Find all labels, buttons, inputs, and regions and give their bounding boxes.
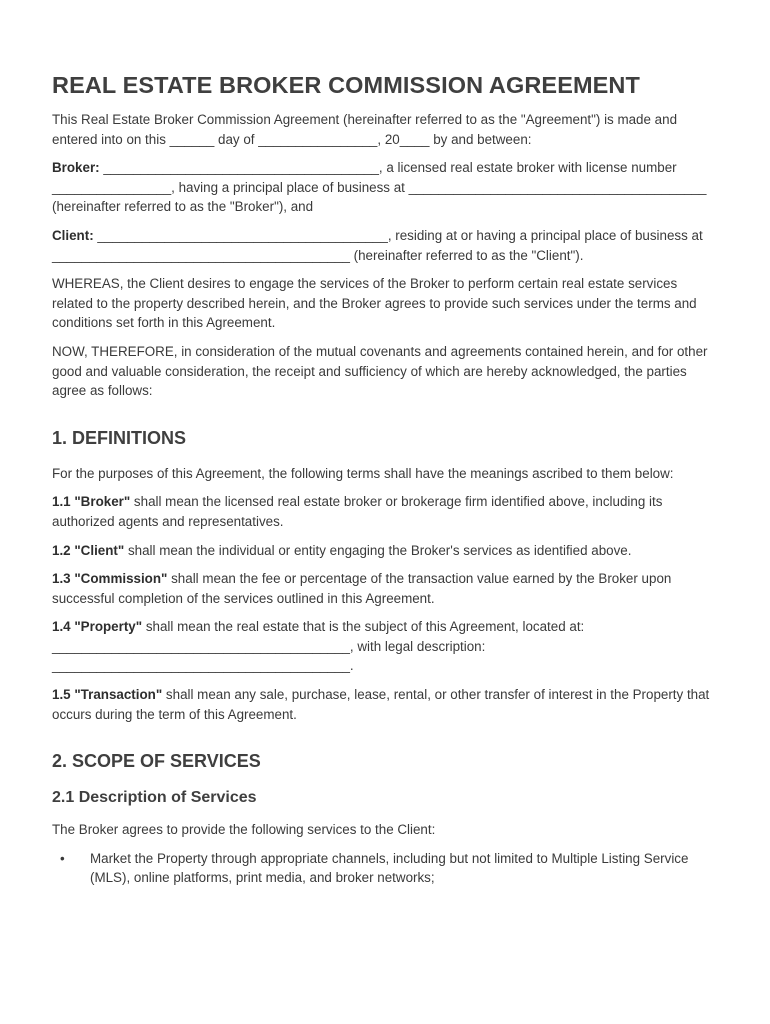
- client-paragraph: [52, 226, 718, 265]
- definitions-intro: For the purposes of this Agreement, the following terms shall have the meanings ascribed to them below:: [52, 465, 674, 481]
- definition-item: [52, 569, 718, 608]
- definition-text: shall mean the fee or percentage of the transaction value earned by the Broker upon successful completion of the services outlined in this Agreement.: [52, 571, 672, 606]
- definition-term: 1.5 "Transaction": [52, 687, 163, 703]
- services-list: [52, 849, 718, 888]
- scope-subheading: 2.1 Description of Services: [52, 789, 257, 807]
- list-item: [52, 849, 718, 888]
- definition-term: 1.1 "Broker": [52, 494, 131, 510]
- intro-paragraph: This Real Estate Broker Commission Agreement (hereinafter referred to as the "Agreement") is made and entered into on this ______ day of ________________, 20____ by and between:: [52, 112, 678, 147]
- broker-label: Broker:: [52, 160, 100, 176]
- now-therefore-paragraph: NOW, THEREFORE, in consideration of the mutual covenants and agreements contained herein, and for other good and valuable consideration, the receipt and sufficiency of which are hereby acknowledged, the parties agree as follows:: [52, 343, 708, 399]
- client-label: Client:: [52, 227, 94, 243]
- client-text: _______________________________________, residing at or having a principal place of business at ________________________________________ (hereinafter referred to as the "Client").: [52, 227, 703, 263]
- definition-text: shall mean the real estate that is the subject of this Agreement, located at: ________________________________________, with legal description: ________________________________________.: [52, 619, 585, 674]
- whereas-paragraph: WHEREAS, the Client desires to engage the services of the Broker to perform certain real estate services related to the property described herein, and the Broker agrees to provide such services under the terms and conditions set forth in this Agreement.: [52, 276, 697, 331]
- broker-paragraph: [52, 158, 718, 217]
- scope-intro: The Broker agrees to provide the following services to the Client:: [52, 822, 436, 838]
- scope-heading: 2. SCOPE OF SERVICES: [52, 751, 261, 772]
- definition-term: 1.4 "Property": [52, 619, 143, 635]
- definition-item: [52, 492, 718, 531]
- definition-item: [52, 685, 718, 724]
- bullet-icon: •: [60, 850, 65, 866]
- definition-term: 1.2 "Client": [52, 542, 125, 558]
- definition-text: shall mean any sale, purchase, lease, rental, or other transfer of interest in the Property that occurs during the term of this Agreement.: [52, 687, 710, 722]
- definition-term: 1.3 "Commission": [52, 571, 168, 587]
- definition-item: [52, 541, 718, 561]
- definition-text: shall mean the individual or entity engaging the Broker's services as identified above.: [124, 542, 632, 558]
- broker-text: _____________________________________, a licensed real estate broker with license number ________________, having a principal place of business at ________________________________________ (hereinafter referred to as the "Broker"), and: [52, 160, 707, 215]
- definition-item: [52, 617, 718, 676]
- document-title: REAL ESTATE BROKER COMMISSION AGREEMENT: [52, 72, 640, 98]
- definitions-heading: 1. DEFINITIONS: [52, 427, 187, 448]
- definition-text: shall mean the licensed real estate broker or brokerage firm identified above, including its authorized agents and representatives.: [52, 494, 663, 529]
- list-item-text: Market the Property through appropriate channels, including but not limited to Multiple Listing Service (MLS), online platforms, print media, and broker networks;: [90, 850, 689, 886]
